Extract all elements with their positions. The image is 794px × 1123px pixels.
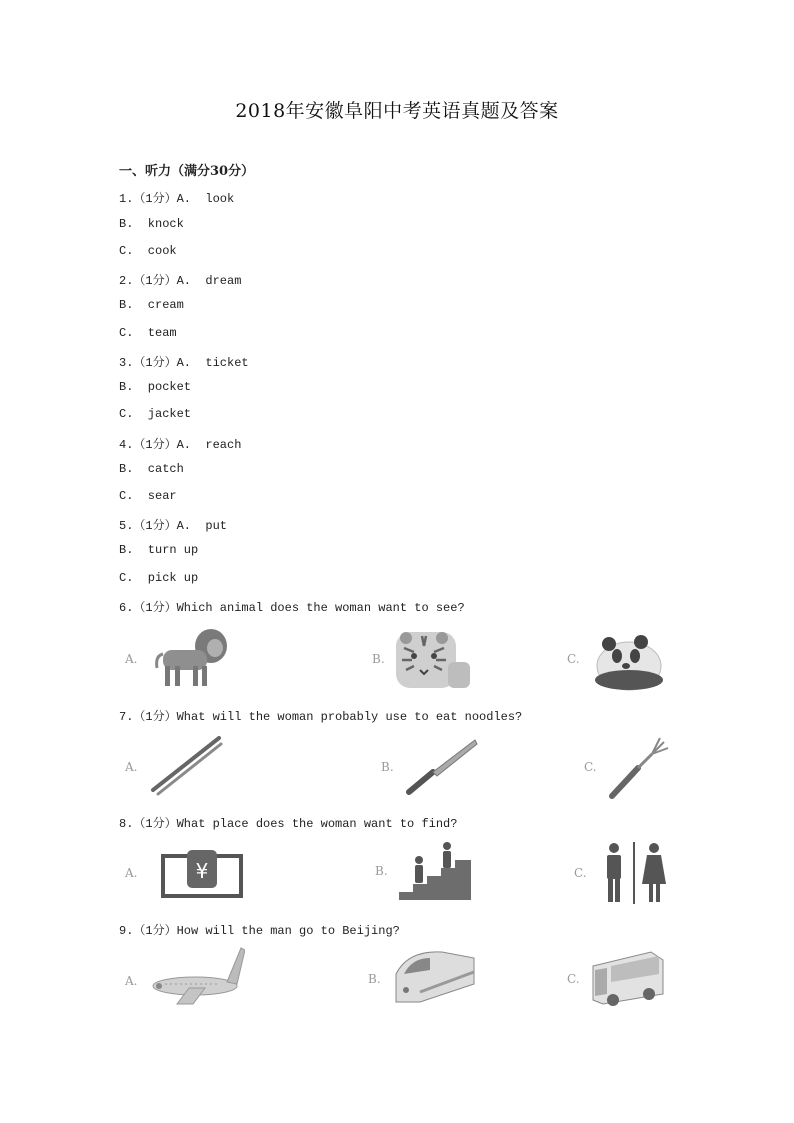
option-label: C. [584,760,597,774]
lion-icon [153,622,233,690]
question-7-stem: 7.（1分）What will the woman probably use to eat noodles? [119,710,523,724]
question-4-option-c: C. sear [119,489,177,503]
question-9-options [119,944,679,1012]
option-label: B. [375,864,388,878]
chopsticks-icon [149,734,229,800]
option-label: C. [567,972,580,986]
question-1-stem: 1.（1分）A. look [119,192,235,206]
question-1-option-c: C. cook [119,244,177,258]
option-label: B. [381,760,394,774]
option-label: B. [372,652,385,666]
knife-icon [403,734,483,800]
question-8-option-c [564,840,694,908]
option-label: A. [125,974,138,988]
option-label: C. [574,866,587,880]
question-5-option-b: B. turn up [119,543,199,557]
question-2-option-c: C. team [119,326,177,340]
option-label: B. [368,972,381,986]
question-9-option-c [559,944,689,1012]
option-label: C. [567,652,580,666]
fork-icon [606,734,676,800]
question-6-stem: 6.（1分）Which animal does the woman want to see? [119,601,465,615]
question-7-option-b [369,734,499,802]
tiger-icon [392,626,472,694]
option-label: A. [125,760,138,774]
question-2-option-b: B. cream [119,298,184,312]
question-4-option-b: B. catch [119,462,184,476]
bank-icon [159,842,249,902]
question-3-stem: 3.（1分）A. ticket [119,356,249,370]
bus-icon [589,944,669,1008]
option-label: A. [125,866,138,880]
question-8-options [119,840,679,908]
question-8-option-b [369,840,499,908]
question-9-stem: 9.（1分）How will the man go to Beijing? [119,924,400,938]
section-heading-listening: 一、听力（满分30分） [119,164,255,179]
stairs-icon [397,840,481,902]
question-9-option-b [364,944,494,1012]
question-3-option-c: C. jacket [119,407,192,421]
question-7-option-a [119,734,249,802]
question-1-option-b: B. knock [119,217,184,231]
question-5-stem: 5.（1分）A. put [119,519,228,533]
train-icon [390,944,480,1006]
question-7-option-c [564,734,694,802]
question-6-option-c [559,622,689,690]
question-5-option-c: C. pick up [119,571,199,585]
question-6-option-a [119,622,249,690]
restroom-icon [598,840,678,906]
svg-text:¥: ¥ [195,859,209,883]
question-2-stem: 2.（1分）A. dream [119,274,242,288]
plane-icon [149,944,245,1008]
question-8-stem: 8.（1分）What place does the woman want to find? [119,817,458,831]
question-4-stem: 4.（1分）A. reach [119,438,242,452]
question-6-option-b [364,622,494,690]
question-7-options [119,734,679,802]
option-label: A. [125,652,138,666]
question-8-option-a [119,840,249,908]
question-9-option-a [119,944,249,1012]
question-6-options [119,622,679,690]
document-title: 2018年安徽阜阳中考英语真题及答案 [235,100,559,122]
panda-icon [589,626,669,694]
question-3-option-b: B. pocket [119,380,192,394]
